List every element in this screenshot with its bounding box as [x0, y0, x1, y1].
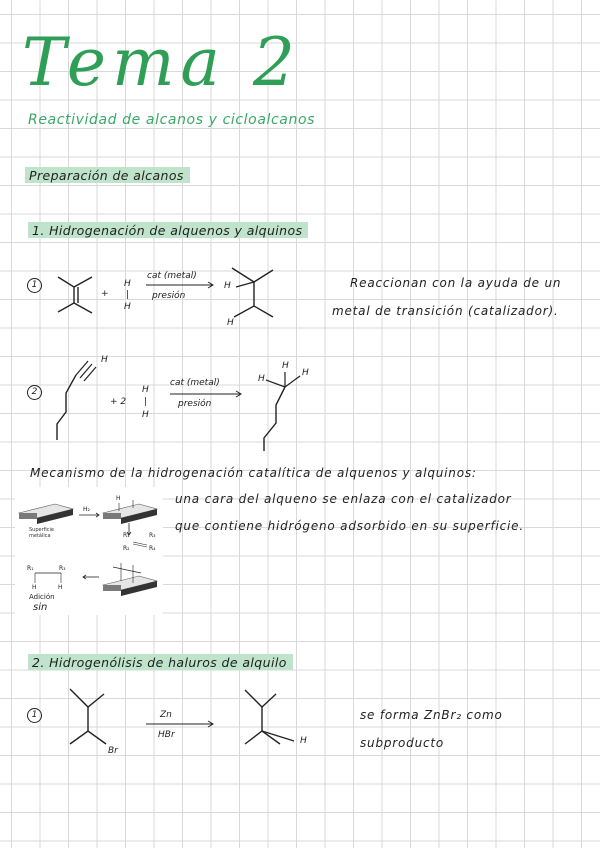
- subheading-hydrogenation: 1. Hidrogenación de alquenos y alquinos: [28, 222, 308, 238]
- fig-r4-label: R₄: [149, 545, 156, 552]
- note-s2-line1: se forma ZnBr₂ como: [360, 708, 503, 722]
- fig-product-h2: H: [58, 584, 63, 591]
- fig-h-label: H: [116, 495, 121, 502]
- fig-product-r1: R₁: [27, 565, 34, 572]
- alkyne-h: H: [101, 355, 108, 365]
- h2-reagent-bottom-2: H: [142, 410, 149, 420]
- page-subtitle: Reactividad de alcanos y cicloalcanos: [28, 112, 316, 128]
- example-number-s2-1: 1: [27, 708, 42, 723]
- halogen-br: Br: [108, 746, 118, 756]
- condition-pressure-1: presión: [152, 291, 186, 301]
- product-h-bottom: H: [227, 318, 234, 328]
- page-title: Tema 2: [22, 24, 301, 101]
- fig-r1-label: R₁: [123, 532, 130, 539]
- fig-sin-label: sin: [33, 602, 48, 613]
- condition-zn: Zn: [160, 710, 172, 720]
- h2-reagent-bond: |: [126, 290, 130, 300]
- fig-r3-label: R₃: [149, 532, 156, 539]
- plus-sign: +: [101, 289, 109, 299]
- h2-reagent-top: H: [124, 279, 131, 289]
- condition-catalyst-2: cat (metal): [170, 378, 220, 388]
- fig-surface-label: Superficie metálica: [29, 527, 55, 539]
- mechanism-note-line2: que contiene hidrógeno adsorbido en su superficie.: [175, 519, 524, 533]
- note-s2-line2: subproducto: [360, 736, 445, 750]
- condition-catalyst-1: cat (metal): [147, 271, 197, 281]
- h2-reagent-bond-2: |: [144, 397, 148, 407]
- note-example-1-line1: Reaccionan con la ayuda de un: [350, 276, 562, 290]
- product2-h-left: H: [258, 374, 265, 384]
- note-example-1-line2: metal de transición (catalizador).: [332, 304, 559, 318]
- product2-h-right: H: [302, 368, 309, 378]
- subheading-hydrogenolysis: 2. Hidrogenólisis de haluros de alquilo: [28, 654, 293, 670]
- product-h-s2: H: [300, 736, 307, 746]
- reagent-coefficient: + 2: [110, 397, 127, 407]
- product-h-top: H: [224, 281, 231, 291]
- mechanism-heading: Mecanismo de la hidrogenación catalítica de alquenos y alquinos:: [30, 466, 477, 480]
- fig-h2-label: H₂: [83, 506, 90, 513]
- example-number-2: 2: [27, 385, 42, 400]
- example-number-1: 1: [27, 278, 42, 293]
- condition-pressure-2: presión: [178, 399, 212, 409]
- condition-hbr: HBr: [158, 730, 175, 740]
- fig-addition-label: Adición: [29, 593, 55, 601]
- section-heading-preparation: Preparación de alcanos: [25, 167, 190, 183]
- h2-reagent-top-2: H: [142, 385, 149, 395]
- h2-reagent-bottom: H: [124, 302, 131, 312]
- fig-product-r3: R₃: [59, 565, 66, 572]
- mechanism-note-line1: una cara del alqueno se enlaza con el catalizador: [175, 492, 512, 506]
- fig-r2-label: R₂: [123, 545, 130, 552]
- product2-h-top: H: [282, 361, 289, 371]
- fig-product-h1: H: [32, 584, 37, 591]
